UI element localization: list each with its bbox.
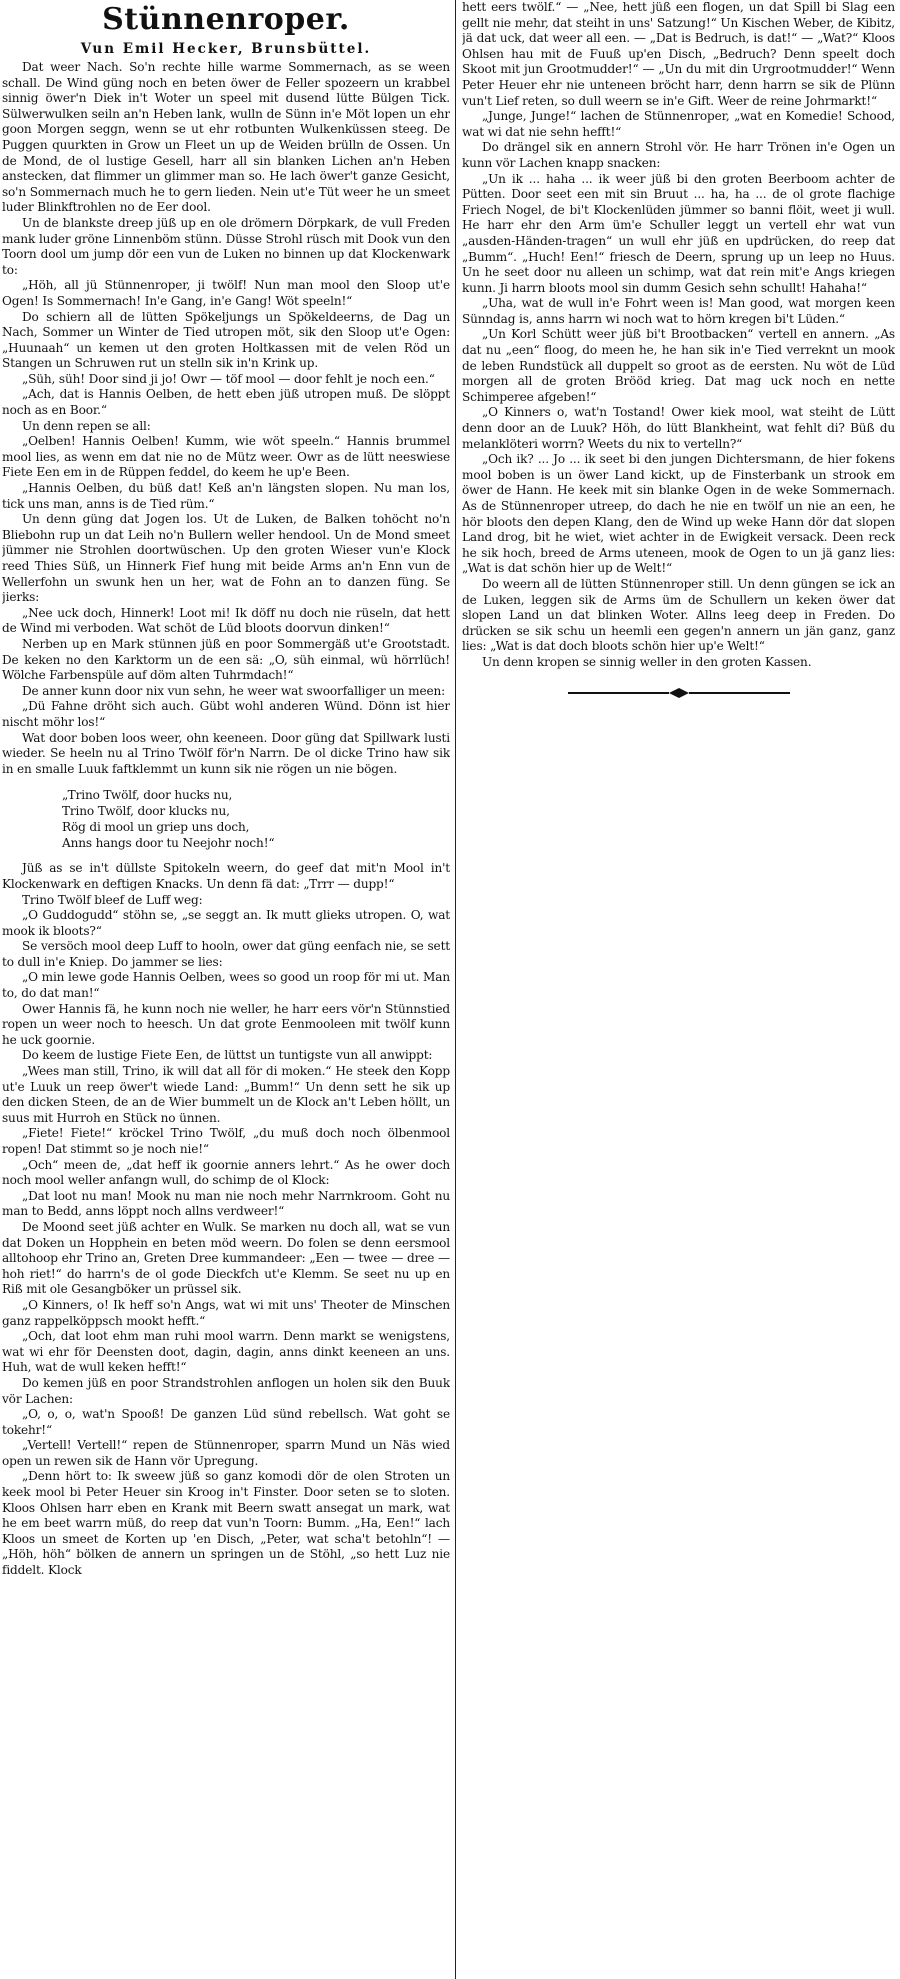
- paragraph: „O Kinners o, wat'n Tostand! Ower kiek mool, wat steiht de Lütt denn door an de Luuk? Höh, do lütt Blankheint, wat fehlt di? Büß du melanklöteri worrn? Weets du nix to vertelln?“: [462, 405, 895, 451]
- right-column: [462, 0, 895, 1979]
- paragraph: Nerben up en Mark stünnen jüß en poor Sommergäß ut'e Grootstadt. De keken no den Karktorm un de een sä: „O, süh einmal, wü hörrlüch! Wölche Farbenspüle auf döm alten Tuhrmdach!“: [2, 636, 450, 683]
- paragraph: „Ach, dat is Hannis Oelben, de hett eben jüß utropen muß. De slöppt noch as en Boor.“: [2, 387, 450, 418]
- paragraph: „Och ik? ... Jo ... ik seet bi den jungen Dichtersmann, de hier fokens mool boben is un öwer Land kickt, up de Finsterbank un strook em öwer de Hann. He keek mit sin blanke Ogen in de weke Sommernach. As de Stünnenroper utreep, do dach he nie en twölf un nie an een, he hör bloots den depen Klang, den de Wind up weke Hann dör dat slopen Land drog, bit he wiet, wiet achter in de Ewigkeit versack. Deen reck he sik hoch, breed de Arms uteneen, mook de Ogen to un jä ganz lies: „Wat is dat schön hier up de Welt!“: [462, 452, 895, 576]
- paragraph: Do schiern all de lütten Spökeljungs un Spökeldeerns, de Dag un Nach, Sommer un Winter de Tied utropen möt, sik den Sloop ut'e Ogen: „Huunaah“ un kemen ut den groten Holtkassen mit de velen Röd un Stangen un Schruwen rut un stelln sik in'n Krink up.: [2, 309, 450, 371]
- paragraph: Se versöch mool deep Luff to hooln, ower dat güng eenfach nie, se sett to dull in'e Kniep. Do jammer se lies:: [2, 939, 450, 969]
- verse-line: Rög di mool un griep uns doch,: [62, 820, 250, 835]
- paragraph: Trino Twölf bleef de Luff weg:: [22, 892, 203, 907]
- story-title: Stünnenroper.: [102, 2, 350, 37]
- paragraph: „O Guddogudd“ stöhn se, „se seggt an. Ik mutt glieks utropen. O, wat mook ik bloots?“: [2, 908, 450, 938]
- paragraph: Do keem de lustige Fiete Een, de lüttst un tuntigste vun all anwippt:: [22, 1048, 433, 1063]
- paragraph: Dat weer Nach. So'n rechte hille warme Sommernach, as se ween schall. De Wind güng noch en beten öwer de Feller spozeern un krabbel sinnig öwer'n Diek in't Woter un speel mit dusend lütte Bülgen Tick. Sülwerwulken seiln an'n Heben lank, wulln de Sünn in'e Möt lopen un ehr goon Morgen seggn, wenn se ut ehr rotbunten Wulkenküssen steeg. De Puggen quurkten in Grow un Fleet un up de Weiden brülln de Ossen. Un de Mond, de ol lustige Gesell, harr all sin blanken Lichen an'n Heben anstecken, dat flimmer un glimmer man so. He lach öwer't ganze Gesicht, so'n Sommernach much he to gern lieden. Nein ut'e Tüt weer he un smeet luder Blinkftrohlen no de Eer dool.: [2, 60, 450, 215]
- paragraph: „Vertell! Vertell!“ repen de Stünnenroper, sparrn Mund un Näs wied open un rewen sik de Hann vör Upregung.: [2, 1438, 450, 1468]
- verse-block: [62, 787, 450, 851]
- paragraph: „Höh, all jü Stünnenroper, ji twölf! Nun man mool den Sloop ut'e Ogen! Is Sommernach! In'e Gang, in'e Gang! Wöt speeln!“: [2, 278, 450, 308]
- paragraph: „Fiete! Fiete!“ kröckel Trino Twölf, „du muß doch noch ölbenmool ropen! Dat stimmt so je noch nie!“: [2, 1126, 450, 1156]
- paragraph: hett eers twölf.“ — „Nee, hett jüß een flogen, un dat Spill bi Slag een gellt nie mehr, dat steiht in uns' Satzung!“ Un Kischen Weber, de Kibitz, jä dat uck, dat weer all een. — „Dat is Bedruch, is dat!“ — „Wat?“ Kloos Ohlsen hau mit de Fuuß up'en Disch, „Bedruch? Denn speelt doch Skoot mit jun Grootmudder!“ — „Un du mit din Urgrootmudder!“ Wenn Peter Heuer ehr nie unteneen bröcht harr, denn harrn se sik de Plünn vun't Lief reten, so dull weern se in'e Gift. Weer de reine Johrmarkt!“: [462, 0, 895, 108]
- paragraph: Un denn güng dat Jogen los. Ut de Luken, de Balken tohöcht no'n Bliebohn rup un dat Leih no'n Bullern weller hendool. Un de Mond smeet jümmer nie Strohlen doortwüschen. Up den groten Wieser vun'e Klock reed Thies Süß, un Hinnerk Fief hung mit beide Arms an'n Enn vun de Wellerfohn un swunk hen un her, wat de Fohn an to danzen füng. Se jierks:: [2, 512, 450, 605]
- paragraph: „Un Korl Schütt weer jüß bi't Brootbacken“ vertell en annern. „As dat nu „een“ floog, do meen he, he han sik in'e Tied verreknt un mook de leben Rundstück all duppelt so groot as de eersten. Nu wöt de Lüd morgen all de groten Brööd krieg. Dat mag uck noch en nette Schimperee afgeben!“: [462, 327, 895, 404]
- paragraph: De Moond seet jüß achter en Wulk. Se marken nu doch all, wat se vun dat Doken un Hopphein en beten möd weern. Do folen se denn eersmool alltohoop ehr Trino an, Greten Dree kummandeer: „Een — twee — dree — hoh riet!“ do harrn's de ol gode Dieckfch ut'e Klemm. Se seet nu up en Riß mit ole Gesangböker un prüssel sik.: [2, 1219, 450, 1297]
- paragraph: „Och“ meen de, „dat heff ik goornie anners lehrt.“ As he ower doch noch mool weller anfangn wull, do schimp de ol Klock:: [2, 1157, 450, 1188]
- verse-line: Trino Twölf, door klucks nu,: [62, 804, 230, 819]
- paragraph: „Un ik ... haha ... ik weer jüß bi den groten Beerboom achter de Pütten. Door seet een mit sin Bruut ... ha, ha ... de ol grote flachige Friech Nogel, de bi't Klockenlüden jümmer so banni flöit, weet ji wull. He harr ehr den Arm üm'e Schuller leggt un vertell ehr wat vun „ausden-Händen-tragen“ un wull ehr jüß en updrücken, do reep dat „Bumm“. „Huch! Een!“ friesch de Deern, sprung up un leep no Huus. Un he seet door nu alleen un schimp, wat dat rein mit'e Angs kriegen kunn. Ji harrn bloots mool sin dumm Gesich sehn schullt! Hahaha!“: [462, 171, 895, 295]
- verse-line: „Trino Twölf, door hucks nu,: [62, 788, 233, 803]
- paragraph: „O min lewe gode Hannis Oelben, wees so good un roop för mi ut. Man to, do dat man!“: [2, 970, 450, 1001]
- verse-line: Anns hangs door tu Neejohr noch!“: [62, 836, 275, 851]
- paragraph: Do drängel sik en annern Strohl vör. He harr Trönen in'e Ogen un kunn vör Lachen knapp snacken:: [462, 140, 895, 170]
- author-byline: Vun Emil Hecker, Brunsbüttel.: [80, 41, 372, 57]
- paragraph: „Denn hört to: Ik sweew jüß so ganz komodi dör de olen Stroten un keek mool bi Peter Heuer sin Kroog in't Finster. Door seten se to sloten. Kloos Ohlsen harr eben en Krank mit Beern swatt ansegat un mark, wat he em beet warrn müß, do reep dat vun'n Toorn: Bumm. „Ha, Een!“ lach Kloos un smeet de Korten up 'en Disch, „Peter, wat scha't betohln“! — „Höh, höh“ bölken de annern un springen un de Stöhl, „so hett Luz nie fiddelt. Klock: [2, 1469, 450, 1578]
- paragraph: „Dat loot nu man! Mook nu man nie noch mehr Narrnkroom. Goht nu man to Bedd, anns löppt noch allns verdweer!“: [2, 1188, 450, 1219]
- paragraph: „Nee uck doch, Hinnerk! Loot mi! Ik döff nu doch nie rüseln, dat hett de Wind mi verboden. Wat schöt de Lüd bloots doorvun dinken!“: [2, 605, 450, 636]
- paragraph: Wat door boben loos weer, ohn keeneen. Door güng dat Spillwark lusti wieder. Se heeln nu al Trino Twölf för'n Narrn. De ol dicke Trino haw sik in en smalle Luuk faftklemmt un kunn sik nie rögen un nie bögen.: [2, 730, 450, 776]
- column-divider: [455, 0, 456, 1979]
- paragraph: „Dü Fahne dröht sich auch. Gübt wohl anderen Wünd. Dönn ist hier nischt möhr los!“: [2, 699, 450, 729]
- paragraph: „O, o, o, wat'n Spooß! De ganzen Lüd sünd rebellsch. Wat goht se tokehr!“: [2, 1407, 450, 1437]
- paragraph: Un de blankste dreep jüß up en ole drömern Dörpkark, de vull Freden mank luder gröne Linnenböm stünn. Düsse Strohl rüsch mit Dook vun den Toorn dool um jump dör een vun de Luken no binnen up dat Klockenwark to:: [2, 215, 450, 277]
- left-column: [2, 0, 450, 1979]
- paragraph: Do kemen jüß en poor Strandstrohlen anflogen un holen sik den Buuk vör Lachen:: [2, 1375, 450, 1406]
- paragraph: De anner kunn door nix vun sehn, he weer wat swoorfalliger un meen:: [22, 683, 446, 698]
- paragraph: Un denn repen se all:: [22, 418, 151, 433]
- paragraph: „Uha, wat de wull in'e Fohrt ween is! Man good, wat morgen keen Sünndag is, anns harrn wi noch wat to hörn kregen bi't Lüden.“: [462, 296, 895, 326]
- paragraph: Do weern all de lütten Stünnenroper still. Un denn güngen se ick an de Luken, leggen sik de Arms üm de Schullern un keken öwer dat slopen Land un dat blinken Woter. Allns leeg deep in Freden. Do drücken se sik schu un heemli een gegen'n annern un jän ganz, ganz lies: „Wat is dat doch bloots schön hier up'e Welt!“: [462, 576, 895, 654]
- paragraph: „Och, dat loot ehm man ruhi mool warrn. Denn markt se wenigstens, wat wi ehr för Deensten doot, dagin, dagin, anns dinkt keeneen an uns. Huh, wat de wull keken hefft!“: [2, 1329, 450, 1375]
- paragraph: Jüß as se in't düllste Spitokeln weern, do geef dat mit'n Mool in't Klockenwark en deftigen Knacks. Un denn fä dat: „Trrr — dupp!“: [2, 861, 450, 891]
- paragraph: „Oelben! Hannis Oelben! Kumm, wie wöt speeln.“ Hannis brummel mool lies, as wenn em dat nie no de Mütz weer. Owr as de lütt neeswiese Fiete Een em in de Rüppen feddel, do keem he up'e Been.: [2, 434, 450, 480]
- paragraph: „Junge, Junge!“ lachen de Stünnenroper, „wat en Komedie! Schood, wat wi dat nie sehn hefft!“: [462, 109, 895, 139]
- paragraph: Ower Hannis fä, he kunn noch nie weller, he harr eers vör'n Stünnstied ropen un weer noch to heesch. Un dat grote Eenmooleen mit twölf kunn he uck goornie.: [2, 1001, 450, 1047]
- paragraph: „Hannis Oelben, du büß dat! Keß an'n längsten slopen. Nu man los, tick uns man, anns is de Tied rüm.“: [2, 481, 450, 511]
- paragraph: „Wees man still, Trino, ik will dat all för di moken.“ He steek den Kopp ut'e Luuk un reep öwer't wiede Land: „Bumm!“ Un denn sett he sik up den dicken Steen, de an de Wier bummelt un de Klock an't Leben höllt, un suus mit Hurroh en Stück no ünnen.: [2, 1064, 450, 1125]
- paragraph: Un denn kropen se sinnig weller in den groten Kassen.: [482, 654, 812, 669]
- paragraph: „O Kinners, o! Ik heff so'n Angs, wat wi mit uns' Theoter de Minschen ganz rappelköppsch mookt hefft.“: [2, 1297, 450, 1328]
- paragraph: „Süh, süh! Door sind ji jo! Owr — töf mool — door fehlt je noch een.“: [22, 371, 435, 386]
- end-ornament-icon: [564, 687, 794, 699]
